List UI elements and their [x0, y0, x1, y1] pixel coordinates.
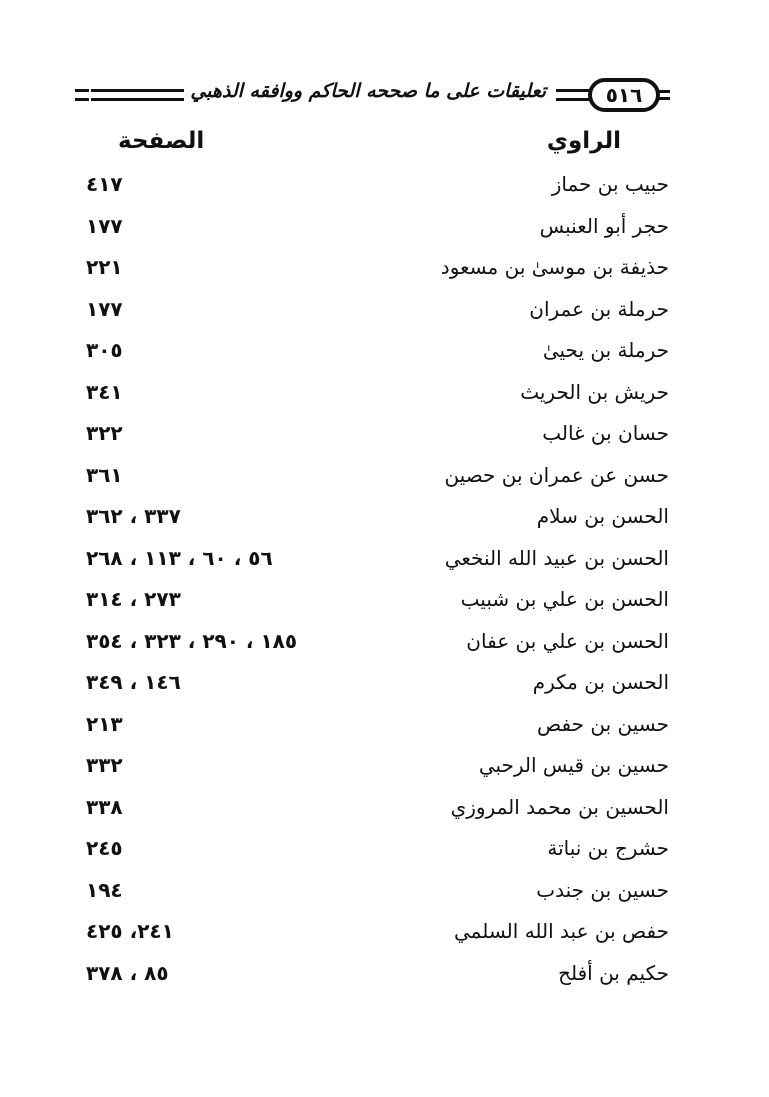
index-row [0, 500, 769, 542]
index-row [0, 915, 769, 957]
index-row [0, 749, 769, 791]
index-row [0, 791, 769, 833]
page-references: ٢٧٣ ، ٣١٤ [86, 587, 181, 611]
page-number: ٥١٦ [588, 78, 660, 112]
page-references: ١٧٧ [86, 296, 123, 321]
page-references: ٣٠٥ [86, 338, 123, 362]
index-row [0, 708, 769, 750]
page-references: ١٧٧ [86, 213, 123, 238]
page-references: ٣٦١ [86, 462, 123, 487]
narrator-name: الحسن بن مكرم [532, 670, 669, 694]
page-references: ١٩٤ [86, 877, 123, 902]
index-row [0, 168, 769, 210]
narrator-name: حجر أبو العنبس [539, 213, 669, 238]
index-row [0, 251, 769, 293]
narrator-name: حرملة بن عمران [529, 296, 669, 321]
index-row [0, 459, 769, 501]
narrator-name: الحسن بن علي بن شبيب [460, 587, 669, 611]
index-row [0, 666, 769, 708]
index-row [0, 376, 769, 418]
header-rule-right [556, 89, 592, 101]
page-references: ٢٤١، ٤٢٥ [86, 919, 174, 943]
narrator-name: حسين بن قيس الرحبي [478, 753, 669, 777]
page-references: ٢١٣ [86, 711, 123, 736]
page-references: ٣٣٧ ، ٣٦٢ [86, 504, 181, 528]
running-header [55, 74, 670, 120]
column-header-page: الصفحة [118, 128, 205, 154]
page-references: ٣٣٨ [86, 794, 123, 819]
narrator-name: حشرج بن نباتة [547, 836, 669, 860]
narrator-name: حكيم بن أفلح [558, 960, 669, 985]
index-row [0, 832, 769, 874]
index-row [0, 334, 769, 376]
narrator-name: حسين بن جندب [536, 877, 669, 902]
narrator-name: الحسين بن محمد المروزي [450, 794, 669, 819]
page-references: ٨٥ ، ٣٧٨ [86, 960, 169, 985]
index-row [0, 293, 769, 335]
index-row [0, 625, 769, 667]
index-row [0, 583, 769, 625]
page-references: ١٤٦ ، ٣٤٩ [86, 670, 181, 694]
narrator-name: حبيب بن حماز [551, 172, 669, 196]
page-references: ٢٤٥ [86, 836, 123, 860]
narrator-name: حذيفة بن موسىٰ بن مسعود [440, 255, 669, 279]
narrator-name: الحسن بن علي بن عفان [466, 628, 669, 653]
narrator-name: حسين بن حفص [537, 711, 669, 736]
narrator-name: حفص بن عبد الله السلمي [453, 919, 669, 943]
page-references: ٤١٧ [86, 172, 123, 196]
narrator-name: الحسن بن عبيد الله النخعي [444, 545, 669, 570]
index-row [0, 210, 769, 252]
page-references: ٣٤١ [86, 379, 123, 404]
narrator-index-list [0, 168, 769, 998]
narrator-name: حريش بن الحريث [520, 379, 669, 404]
page-references: ٣٢٢ [86, 421, 123, 445]
index-row [0, 417, 769, 459]
index-row [0, 542, 769, 584]
narrator-name: الحسن بن سلام [536, 504, 669, 528]
narrator-name: حسان بن غالب [542, 421, 669, 445]
header-title: تعليقات على ما صححه الحاكم ووافقه الذهبي [184, 80, 552, 102]
index-row [0, 874, 769, 916]
header-rule-end [75, 89, 89, 101]
page-references: ٥٦ ، ٦٠ ، ١١٣ ، ٢٦٨ [86, 545, 273, 570]
column-header-narrator: الراوي [546, 128, 621, 154]
page-references: ٢٢١ [86, 255, 123, 279]
index-row [0, 957, 769, 999]
page-references: ١٨٥ ، ٢٩٠ ، ٣٢٣ ، ٣٥٤ [86, 628, 298, 653]
narrator-name: حسن عن عمران بن حصين [444, 462, 669, 487]
narrator-name: حرملة بن يحيىٰ [542, 338, 669, 362]
page-references: ٣٣٢ [86, 753, 123, 777]
